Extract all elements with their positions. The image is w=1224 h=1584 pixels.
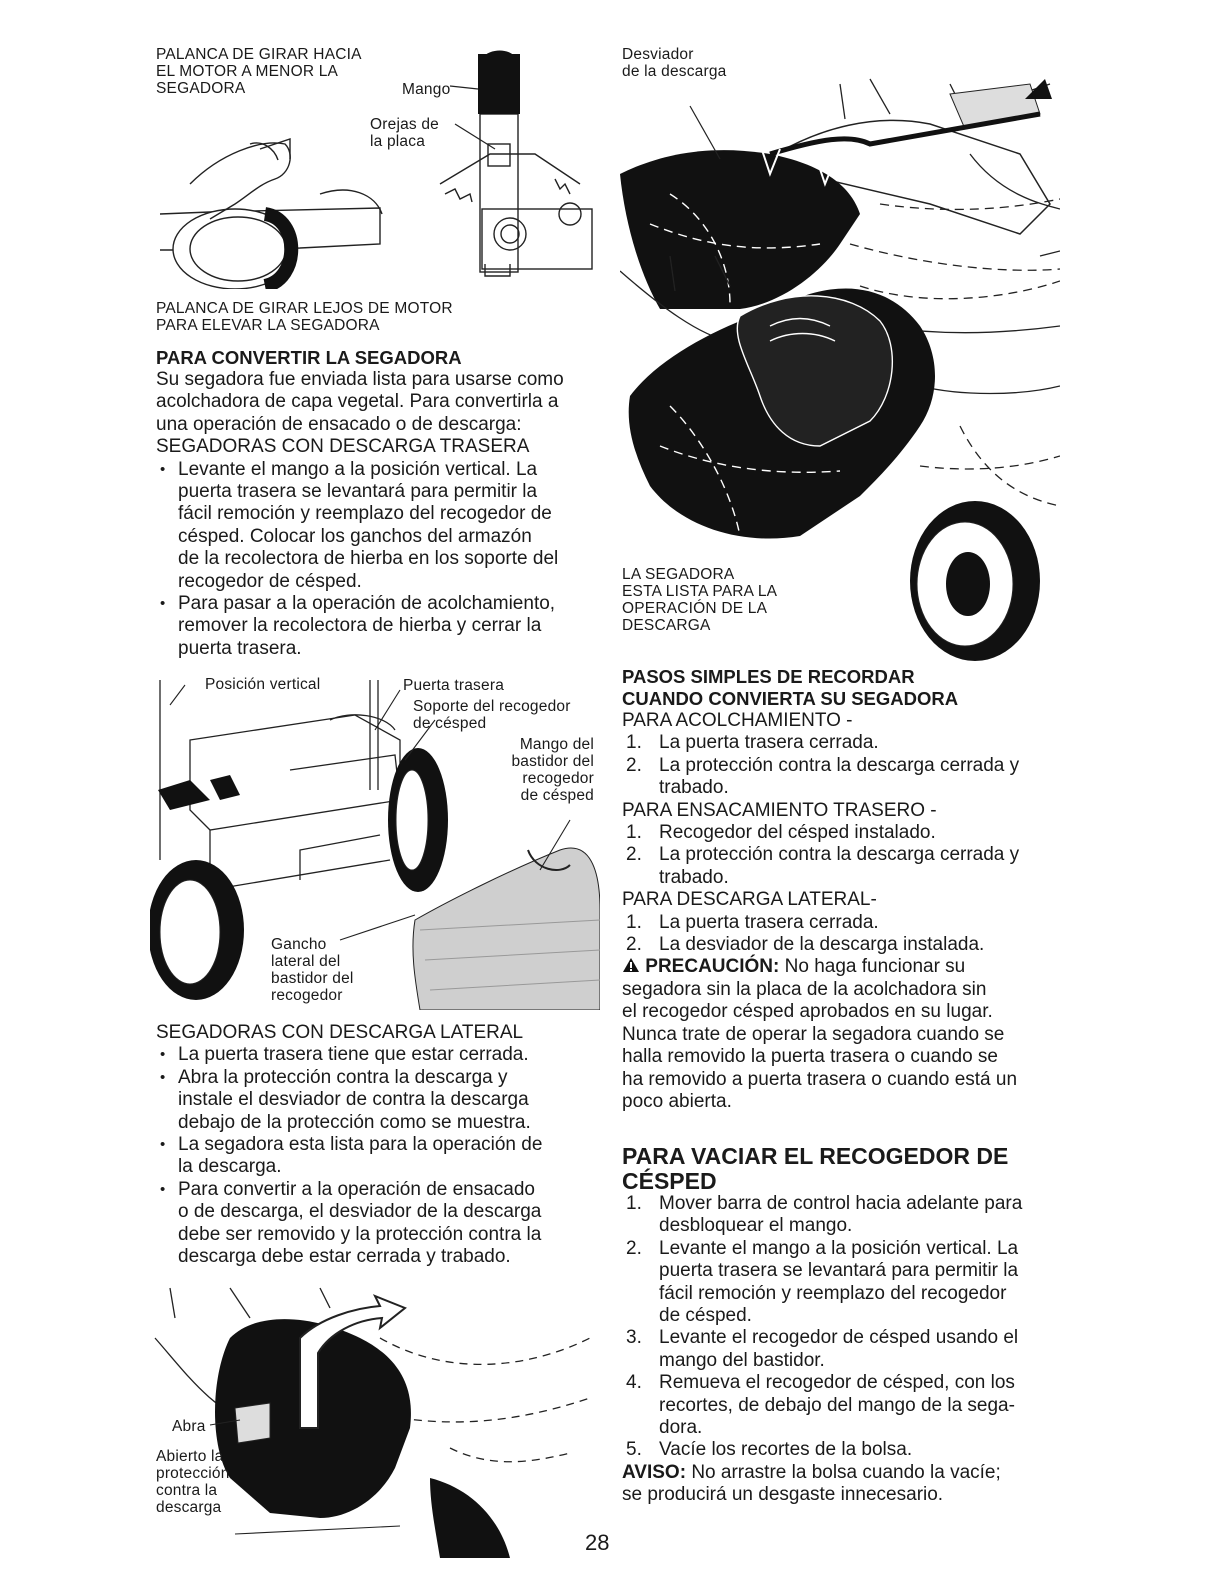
convert-intro: Su segadora fue enviada lista para usarse como acolchadora de capa vegetal. Para convertirla a una operación de ensacado o de descarga: SEGADORAS CON DESCARGA TRASERA • Levante el mango a la posición vertical. La puerta trasera se levantará para permitir la fácil remoción y reemplazo del recogedor de césped. Colocar los ganchos del armazón de la recolectora de hierba en los soporte del recogedor de césped. • Para pasar a la operación de acolchamiento, remover la recolectora de hierba y cerrar la puerta trasera.: [156, 369, 606, 660]
list-item: 2. La protección contra la descarga cerrada y trabado.: [626, 844, 1020, 888]
empty-bag-heading: PARA VACIAR EL RECOGEDOR DE CÉSPED: [622, 1143, 1009, 1194]
side-discharge-steps: [622, 912, 1062, 957]
warning-icon: [622, 957, 640, 973]
list-item: 1. Recogedor del césped instalado.: [626, 822, 936, 844]
label-handle: Mango: [402, 81, 451, 98]
notice-block: AVISO: No arrastre la bolsa cuando la vacíe; se producirá un desgaste innecesario.: [622, 1461, 1001, 1506]
list-item: 3. Levante el recogedor de césped usando el mango del bastidor.: [626, 1327, 1019, 1371]
open-chute-illustration: [150, 1278, 600, 1558]
caution-label: PRECAUCIÓN:: [645, 956, 780, 978]
label-frame-handle: Mango del bastidor del recogedor de césped: [511, 736, 594, 804]
caution-block: PRECAUCIÓN: No haga funcionar su segadora sin la placa de la acolchadora sin el recogedor césped aprobados en su lugar. Nunca trate de operar la segadora cuando se halla removido la puerta trasera o cuando se ha removido a puerta trasera o cuando está un poco abierta.: [622, 956, 1018, 1112]
list-item: • Para pasar a la operación de acolchamiento, remover la recolectora de hierba y cerrar la puerta trasera.: [156, 593, 606, 660]
convert-heading: PARA CONVERTIR LA SEGADORA: [156, 347, 462, 368]
side-discharge-title: PARA DESCARGA LATERAL-: [622, 889, 877, 911]
rear-bagging-list: [622, 822, 1062, 889]
steps-section: [622, 710, 1062, 1113]
mulching-list: [622, 732, 1062, 799]
label-discharge-deflector: Desviador de la descarga: [622, 46, 727, 80]
label-vertical-position: Posición vertical: [205, 676, 321, 693]
list-item: 4. Remueva el recogedor de césped, con los recortes, de debajo del mango de la sega- dora.: [626, 1372, 1015, 1439]
side-discharge-list: [156, 1044, 606, 1268]
list-item: • Levante el mango a la posición vertical. La puerta trasera se levantará para permitir la fácil remoción y reemplazo del recogedor de césped. Colocar los ganchos del armazón de la recolectora de hierba en los soporte del recogedor de césped.: [156, 459, 606, 593]
rear-discharge-subheading: SEGADORAS CON DESCARGA TRASERA: [156, 436, 530, 458]
side-discharge-section: [156, 1022, 606, 1268]
label-side-hook: Gancho lateral del bastidor del recogedor: [271, 936, 354, 1004]
list-item: 1. La puerta trasera cerrada.: [626, 732, 879, 754]
list-item: 1. Mover barra de control hacia adelante para desbloquear el mango.: [626, 1193, 1023, 1237]
label-rear-door: Puerta trasera: [403, 677, 505, 694]
list-item: 2. Levante el mango a la posición vertical. La puerta trasera se levantará para permitir la fácil remoción y reemplazo del recogedor de césped.: [626, 1237, 1019, 1327]
empty-bag-steps: [622, 1193, 1062, 1462]
label-lever-toward: PALANCA DE GIRAR HACIA EL MOTOR A MENOR LA SEGADORA: [156, 46, 362, 97]
list-item: • Para convertir a la operación de ensacado o de descarga, el desviador de la descarga debe ser removido y la protección contra la descarga debe estar cerrada y trabado.: [156, 1179, 606, 1269]
label-plate-ears: Orejas de la placa: [370, 116, 439, 150]
list-item: • La segadora esta lista para la operación de la descarga.: [156, 1134, 606, 1179]
list-item: 1. La puerta trasera cerrada.: [626, 911, 879, 933]
list-item: 2. La desviador de la descarga instalada.: [626, 934, 985, 956]
mulching-title: PARA ACOLCHAMIENTO -: [622, 710, 853, 731]
rear-bagging-title: PARA ENSACAMIENTO TRASERO -: [622, 799, 937, 821]
side-discharge-subheading: SEGADORAS CON DESCARGA LATERAL: [156, 1022, 524, 1043]
label-open: Abra: [172, 1418, 206, 1435]
rear-discharge-list: [156, 459, 606, 661]
list-item: • Abra la protección contra la descarga y instale el desviador de contra la descarga debajo de la protección como se muestra.: [156, 1067, 606, 1134]
label-opened-guard: Abierto la protección contra la descarga: [156, 1448, 230, 1516]
list-item: • La puerta trasera tiene que estar cerrada.: [156, 1044, 606, 1066]
steps-heading: PASOS SIMPLES DE RECORDAR CUANDO CONVIERTA SU SEGADORA: [622, 666, 959, 709]
label-discharge-ready: LA SEGADORA ESTA LISTA PARA LA OPERACIÓN DE LA DESCARGA: [622, 566, 778, 634]
label-lever-away: PALANCA DE GIRAR LEJOS DE MOTOR PARA ELEVAR LA SEGADORA: [156, 300, 453, 334]
list-item: 5. Vacíe los recortes de la bolsa.: [626, 1439, 913, 1461]
list-item: 2. La protección contra la descarga cerrada y trabado.: [626, 754, 1020, 799]
page-number: 28: [585, 1530, 610, 1555]
label-bag-support: Soporte del recogedor de césped: [413, 698, 571, 732]
empty-bag-section: [622, 1193, 1062, 1507]
notice-label: AVISO:: [622, 1461, 687, 1483]
